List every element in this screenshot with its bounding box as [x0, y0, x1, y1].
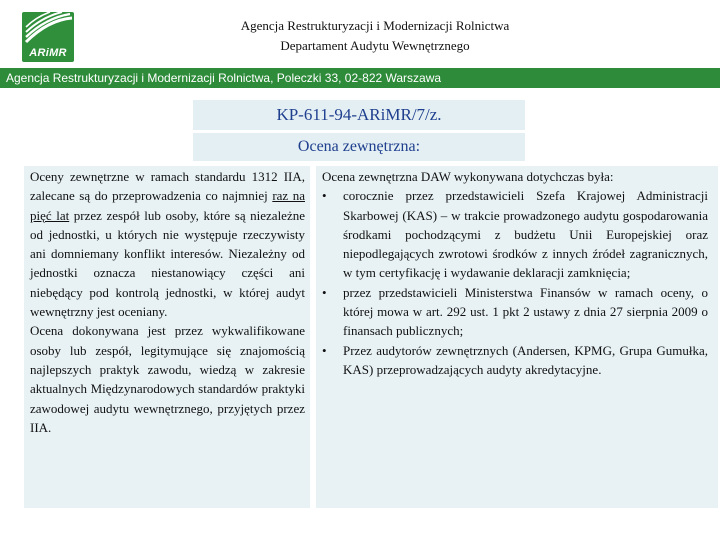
list-item-text: corocznie przez przedstawicieli Szefa Krajowej Administracji Skarbowej (KAS) – w trakcie prowadzonego audytu gospodarowania środkami pochodzącymi z budżetu Unii Europejskiej oraz niepodlegających zwrotowi środków z innych źródeł zagranicznych, w tym certyfikację i wydawanie deklaracji zamknięcia; [343, 188, 708, 281]
left-text-part1: Oceny zewnętrzne w ramach standardu 1312 IIA, zalecane są do przeprowadzenia co najmniej [30, 169, 305, 204]
list-item-text: Przez audytorów zewnętrznych (Andersen, KPMG, Grupa Gumułka, KAS) przeprowadzających audyty akredytacyjne. [343, 342, 708, 377]
left-text-underlined: raz na pięć lat [30, 188, 305, 223]
left-text-panel [24, 166, 310, 508]
section-title: Ocena zewnętrzna: [193, 133, 525, 161]
right-text-panel [316, 166, 718, 508]
list-item [322, 283, 708, 341]
address-bar [0, 68, 720, 88]
department-name: Departament Audytu Wewnętrznego [280, 38, 470, 53]
bullet-icon: • [322, 188, 327, 204]
agency-name: Agencja Restrukturyzacji i Modernizacji Rolnictwa [240, 18, 510, 33]
bullet-list [322, 186, 708, 379]
left-paragraph-2: Ocena dokonywana jest przez wykwalifikowane osoby lub zespół, legitymujące się znajomością najlepszych praktyk zawodu, wiedzą w zakresie aktualnych Międzynarodowych standardów praktyki zawodowej audytu wewnętrznego, przyjętych przez IIA. [30, 323, 305, 435]
address-text: Agencja Restrukturyzacji i Modernizacji Rolnictwa, Poleczki 33, 02-822 Warszawa [6, 71, 442, 85]
right-intro: Ocena zewnętrzna DAW wykonywana dotychczas była: [322, 169, 614, 184]
logo-text: ARiMR [29, 47, 67, 59]
document-number: KP-611-94-ARiMR/7/z. [193, 100, 525, 130]
left-paragraph-1 [30, 167, 305, 321]
bullet-icon: • [322, 284, 327, 300]
list-item [322, 341, 708, 380]
left-text-part2: przez zespół lub osoby, które są niezależne od jednostki, u których nie występuje rzeczywisty ani domniemany konflikt interesów. Niezależny od jednostki oznacza niestanowiący części ani niebędący pod kontrolą jednostki, w której audyt wewnętrzny jest oceniany. [30, 207, 305, 320]
list-item [322, 186, 708, 282]
bullet-icon: • [322, 342, 327, 358]
list-item-text: przez przedstawicieli Ministerstwa Finansów w ramach oceny, o której mowa w art. 292 ust. 1 pkt 2 ustawy z dnia 27 sierpnia 2009 o finansach publicznych; [343, 284, 708, 339]
